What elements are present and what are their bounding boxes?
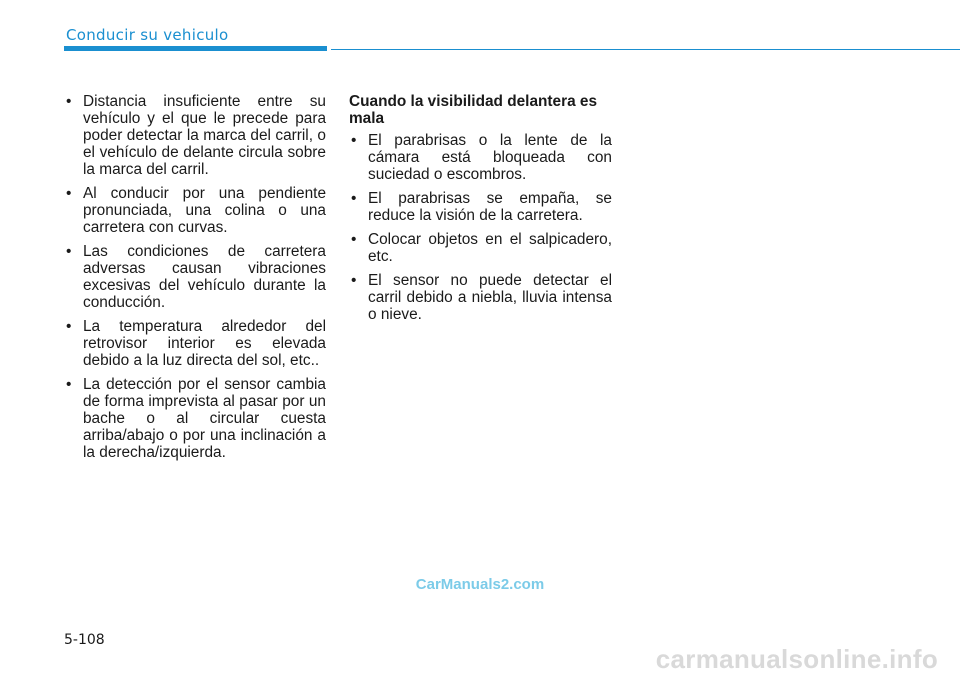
watermark-link[interactable]: CarManuals2.com [415, 576, 545, 593]
bullet-icon: • [66, 185, 72, 202]
list-item-text: El parabrisas o la lente de la cámara está bloqueada con suciedad o escombros. [368, 132, 612, 183]
list-item [64, 376, 326, 461]
list-item [64, 243, 326, 311]
right-bullet-list [349, 132, 612, 323]
list-item-text: La temperatura alrededor del retrovisor interior es elevada debido a la luz directa del sol, etc.. [83, 318, 326, 369]
subsection-heading: Cuando la visibilidad delantera es mala [349, 93, 598, 127]
left-column [64, 93, 326, 468]
header-rule-thick [64, 46, 327, 51]
bullet-icon: • [351, 132, 357, 149]
list-item [349, 132, 612, 183]
footer-watermark: carmanualsonline.info [655, 644, 938, 674]
list-item-text: Al conducir por una pendiente pronunciada, una colina o una carretera con curvas. [83, 185, 326, 236]
list-item [349, 190, 612, 224]
list-item-text: El parabrisas se empaña, se reduce la visión de la carretera. [368, 190, 612, 224]
list-item [64, 185, 326, 236]
list-item [349, 231, 612, 265]
left-bullet-list [64, 93, 326, 461]
list-item-text: La detección por el sensor cambia de forma imprevista al pasar por un bache o al circular cuesta arriba/abajo o por una inclinación a la derecha/izquierda. [83, 376, 326, 461]
bullet-icon: • [66, 318, 72, 335]
list-item-text: Colocar objetos en el salpicadero, etc. [368, 231, 612, 265]
bullet-icon: • [351, 231, 357, 248]
bullet-icon: • [351, 190, 357, 207]
header-rule-thin [331, 49, 960, 50]
section-title: Conducir su vehiculo [66, 26, 229, 44]
list-item-text: El sensor no puede detectar el carril debido a niebla, lluvia intensa o nieve. [368, 272, 612, 323]
page-number: 5-108 [64, 632, 105, 648]
list-item [64, 318, 326, 369]
list-item-text: Las condiciones de carretera adversas causan vibraciones excesivas del vehículo durante la conducción. [83, 243, 326, 311]
bullet-icon: • [351, 272, 357, 289]
bullet-icon: • [66, 93, 72, 110]
bullet-icon: • [66, 243, 72, 260]
list-item [64, 93, 326, 178]
list-item [349, 272, 612, 323]
list-item-text: Distancia insuficiente entre su vehículo y el que le precede para poder detectar la marca del carril, o el vehículo de delante circula sobre la marca del carril. [83, 93, 326, 178]
right-column [349, 93, 612, 330]
bullet-icon: • [66, 376, 72, 393]
